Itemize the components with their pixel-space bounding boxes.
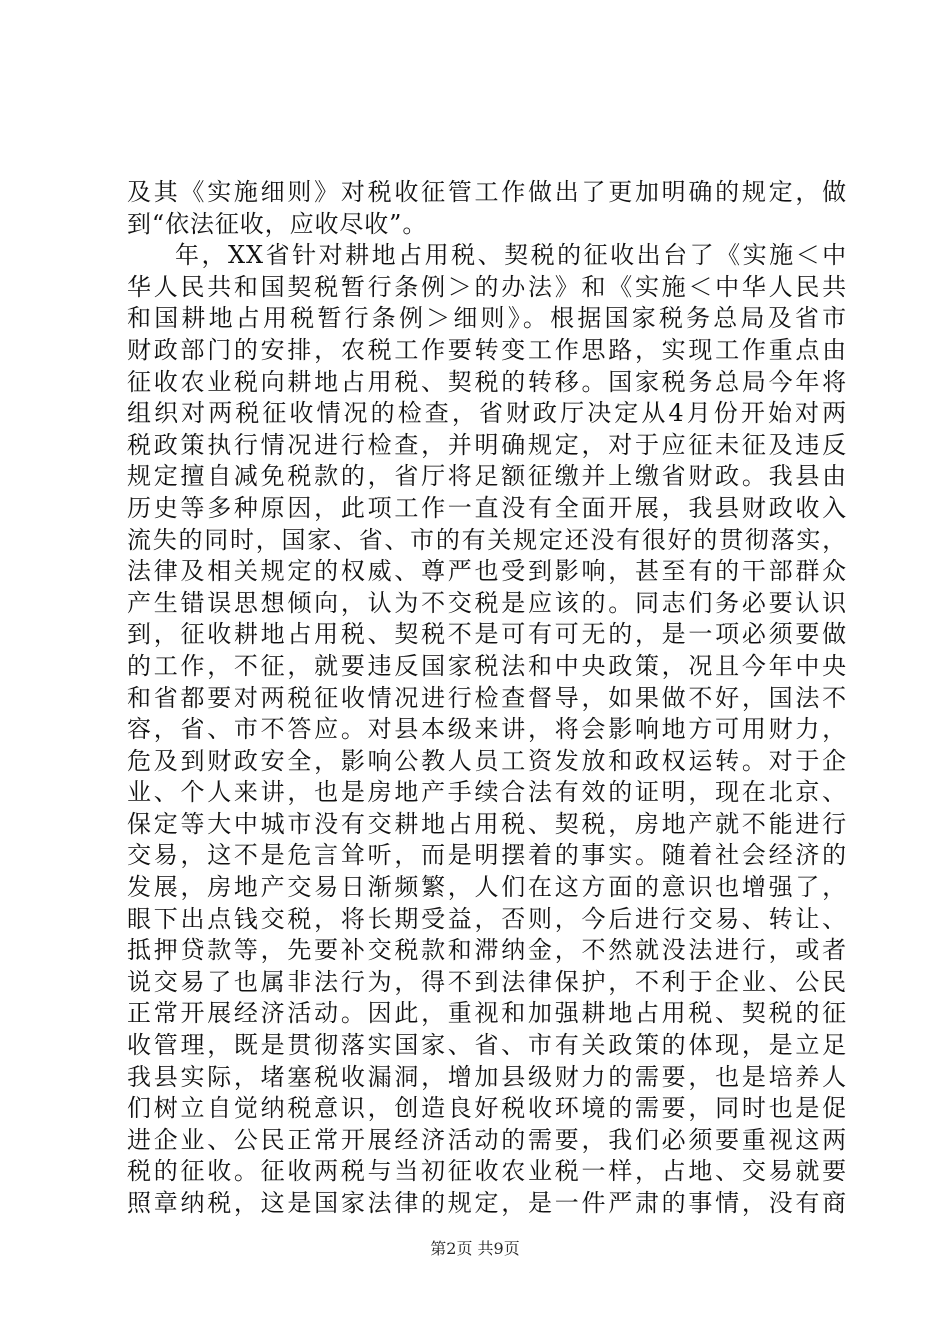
body-text bbox=[127, 177, 847, 1220]
text-line: 流失的同时，国家、省、市的有关规定还没有很好的贯彻落实， bbox=[127, 525, 847, 554]
text-line: 发展，房地产交易日渐频繁，人们在这方面的意识也增强了， bbox=[127, 873, 847, 902]
text-line: 危及到财政安全，影响公教人员工资发放和政权运转。对于企 bbox=[127, 746, 847, 775]
text-line: 法律及相关规定的权威、尊严也受到影响，甚至有的干部群众 bbox=[127, 557, 847, 586]
text-line: 交易，这不是危言耸听，而是明摆着的事实。随着社会经济的 bbox=[127, 841, 847, 870]
text-line: 进企业、公民正常开展经济活动的需要，我们必须要重视这两 bbox=[127, 1125, 847, 1154]
text-line: 和国耕地占用税暂行条例＞细则》。根据国家税务总局及省市 bbox=[127, 304, 847, 333]
text-line: 正常开展经济活动。因此，重视和加强耕地占用税、契税的征 bbox=[127, 999, 847, 1028]
text-line: 照章纳税，这是国家法律的规定，是一件严肃的事情，没有商 bbox=[127, 1189, 847, 1217]
text-line: 和省都要对两税征收情况进行检查督导，如果做不好，国法不 bbox=[127, 683, 847, 712]
text-line: 收管理，既是贯彻落实国家、省、市有关政策的体现，是立足 bbox=[127, 1031, 847, 1060]
text-line: 的工作，不征，就要违反国家税法和中央政策，况且今年中央 bbox=[127, 651, 847, 680]
text-line: 华人民共和国契税暂行条例＞的办法》和《实施＜中华人民共 bbox=[127, 272, 847, 301]
text-line: 税政策执行情况进行检查，并明确规定，对于应征未征及违反 bbox=[127, 430, 847, 459]
text-line: 到“依法征收，应收尽收”。 bbox=[127, 209, 428, 238]
text-line: 眼下出点钱交税，将长期受益，否则，今后进行交易、转让、 bbox=[127, 904, 847, 933]
page-number-footer: 第2页 共9页 bbox=[430, 1239, 520, 1258]
text-line: 及其《实施细则》对税收征管工作做出了更加明确的规定，做 bbox=[127, 178, 847, 206]
text-line: 说交易了也属非法行为，得不到法律保护，不利于企业、公民 bbox=[127, 967, 847, 996]
text-line: 们树立自觉纳税意识，创造良好税收环境的需要，同时也是促 bbox=[127, 1094, 847, 1123]
text-line: 税的征收。征收两税与当初征收农业税一样，占地、交易就要 bbox=[127, 1157, 847, 1186]
text-line: 组织对两税征收情况的检查，省财政厅决定从4月份开始对两 bbox=[127, 399, 847, 428]
text-line: 到，征收耕地占用税、契税不是可有可无的，是一项必须要做 bbox=[127, 620, 847, 649]
text-line: 抵押贷款等，先要补交税款和滞纳金，不然就没法进行，或者 bbox=[127, 936, 847, 965]
text-line: 业、个人来讲，也是房地产手续合法有效的证明，现在北京、 bbox=[127, 778, 847, 807]
text-line: 保定等大中城市没有交耕地占用税、契税，房地产就不能进行 bbox=[127, 809, 847, 838]
text-line: 产生错误思想倾向，认为不交税是应该的。同志们务必要认识 bbox=[127, 588, 847, 617]
text-line: 规定擅自减免税款的，省厅将足额征缴并上缴省财政。我县由 bbox=[127, 462, 847, 491]
text-line: 征收农业税向耕地占用税、契税的转移。国家税务总局今年将 bbox=[127, 367, 847, 396]
text-line: 年，XX省针对耕地占用税、契税的征收出台了《实施＜中 bbox=[175, 241, 847, 270]
text-line: 我县实际，堵塞税收漏洞，增加县级财力的需要，也是培养人 bbox=[127, 1062, 847, 1091]
text-line: 财政部门的安排，农税工作要转变工作思路，实现工作重点由 bbox=[127, 335, 847, 364]
text-line: 容，省、市不答应。对县本级来讲，将会影响地方可用财力， bbox=[127, 715, 847, 744]
text-line: 历史等多种原因，此项工作一直没有全面开展，我县财政收入 bbox=[127, 493, 847, 522]
